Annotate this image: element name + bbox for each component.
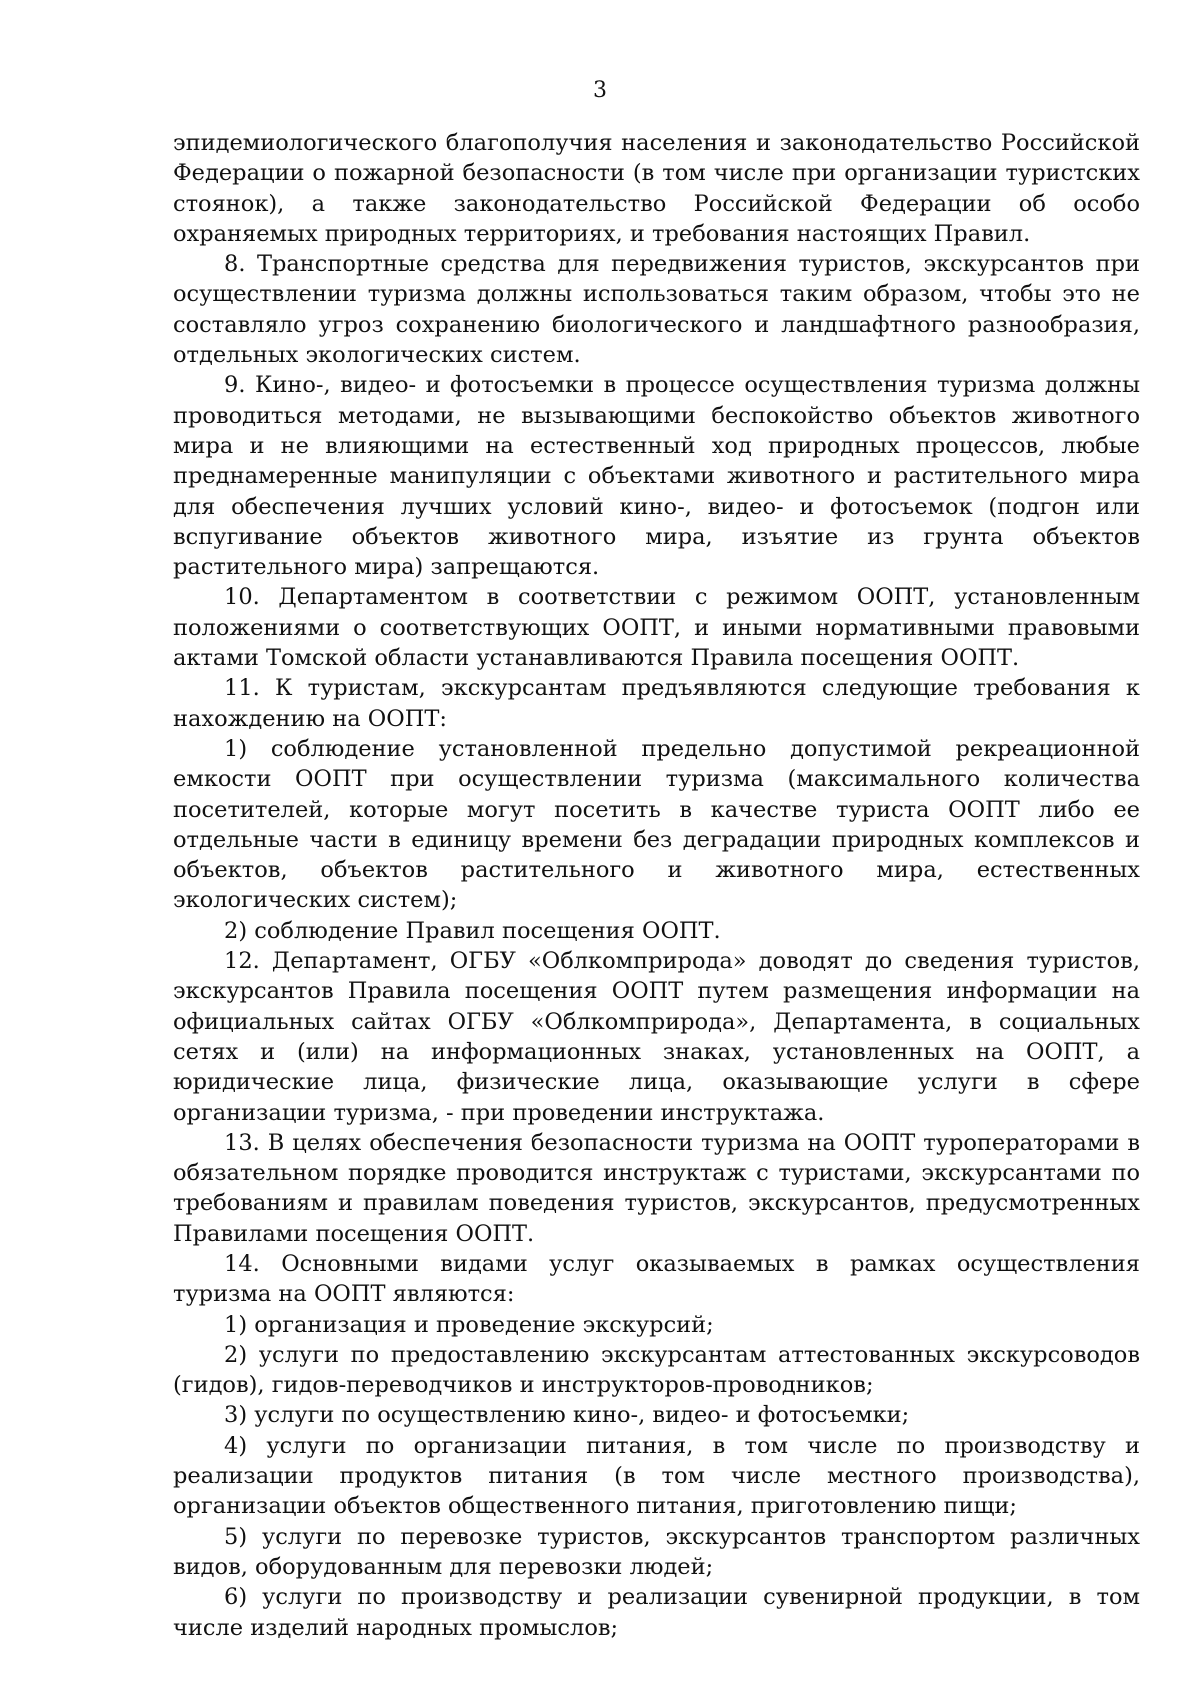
- list-item-11-1: 1) соблюдение установленной предельно допустимой рекреационной емкости ООПТ при осуществлении туризма (максимального количества посетителей, которые могут посетить в качестве туриста ООПТ либо ее отдельные части в единицу времени без деградации природных комплексов и объектов, объектов растительного и животного мира, естественных экологических систем);: [173, 735, 1140, 914]
- paragraph-14-services: 14. Основными видами услуг оказываемых в рамках осуществления туризма на ООПТ являются:: [173, 1250, 1140, 1308]
- document-body: [173, 128, 1140, 1643]
- list-item-14-2: 2) услуги по предоставлению экскурсантам аттестованных экскурсоводов (гидов), гидов-переводчиков и инструкторов-проводников;: [173, 1341, 1140, 1399]
- paragraph-8-transport: 8. Транспортные средства для передвижения туристов, экскурсантов при осуществлении туризма должны использоваться таким образом, чтобы это не составляло угроз сохранению биологического и ландшафтного разнообразия, отдельных экологических систем.: [173, 251, 1140, 369]
- list-item-14-6: 6) услуги по производству и реализации сувенирной продукции, в том числе изделий народных промыслов;: [173, 1584, 1140, 1641]
- list-item-11-2: 2) соблюдение Правил посещения ООПТ.: [224, 917, 721, 944]
- paragraph-12-informing: 12. Департамент, ОГБУ «Облкомприрода» доводят до сведения туристов, экскурсантов Правила посещения ООПТ путем размещения информации на официальных сайтах ОГБУ «Облкомприрода», Департамента, в социальных сетях и (или) на информационных знаках, установленных на ООПТ, а юридические лица, физические лица, оказывающие услуги в сфере организации туризма, - при проведении инструктажа.: [173, 948, 1140, 1126]
- page-number: 3: [593, 78, 607, 103]
- list-item-14-5: 5) услуги по перевозке туристов, экскурсантов транспортом различных видов, оборудованным для перевозки людей;: [173, 1523, 1140, 1580]
- paragraph-9-filming: 9. Кино-, видео- и фотосъемки в процессе осуществления туризма должны проводиться методами, не вызывающими беспокойство объектов животного мира и не влияющими на естественный ход природных процессов, любые преднамеренные манипуляции с объектами животного и растительного мира для обеспечения лучших условий кино-, видео- и фотосъемок (подгон или вспугивание объектов животного мира, изъятие из грунта объектов растительного мира) запрещаются.: [173, 372, 1140, 581]
- paragraph-10-visit-rules: 10. Департаментом в соответствии с режимом ООПТ, установленным положениями о соответствующих ООПТ, и иными нормативными правовыми актами Томской области устанавливаются Правила посещения ООПТ.: [173, 584, 1140, 672]
- list-item-14-4: 4) услуги по организации питания, в том числе по производству и реализации продуктов питания (в том числе местного производства), организации объектов общественного питания, приготовлению пищи;: [173, 1432, 1140, 1520]
- paragraph-13-briefing: 13. В целях обеспечения безопасности туризма на ООПТ туроператорами в обязательном порядке проводится инструктаж с туристами, экскурсантами по требованиям и правилам поведения туристов, экскурсантов, предусмотренных Правилами посещения ООПТ.: [173, 1129, 1140, 1247]
- list-item-14-3: 3) услуги по осуществлению кино-, видео- и фотосъемки;: [224, 1402, 910, 1429]
- list-item-14-1: 1) организация и проведение экскурсий;: [224, 1311, 714, 1338]
- paragraph-continuation: эпидемиологического благополучия населения и законодательство Российской Федерации о пожарной безопасности (в том числе при организации туристских стоянок), а также законодательство Российской Федерации об особо охраняемых природных территориях, и требования настоящих Правил.: [173, 130, 1140, 247]
- paragraph-11-requirements: 11. К туристам, экскурсантам предъявляются следующие требования к нахождению на ООПТ:: [173, 675, 1140, 732]
